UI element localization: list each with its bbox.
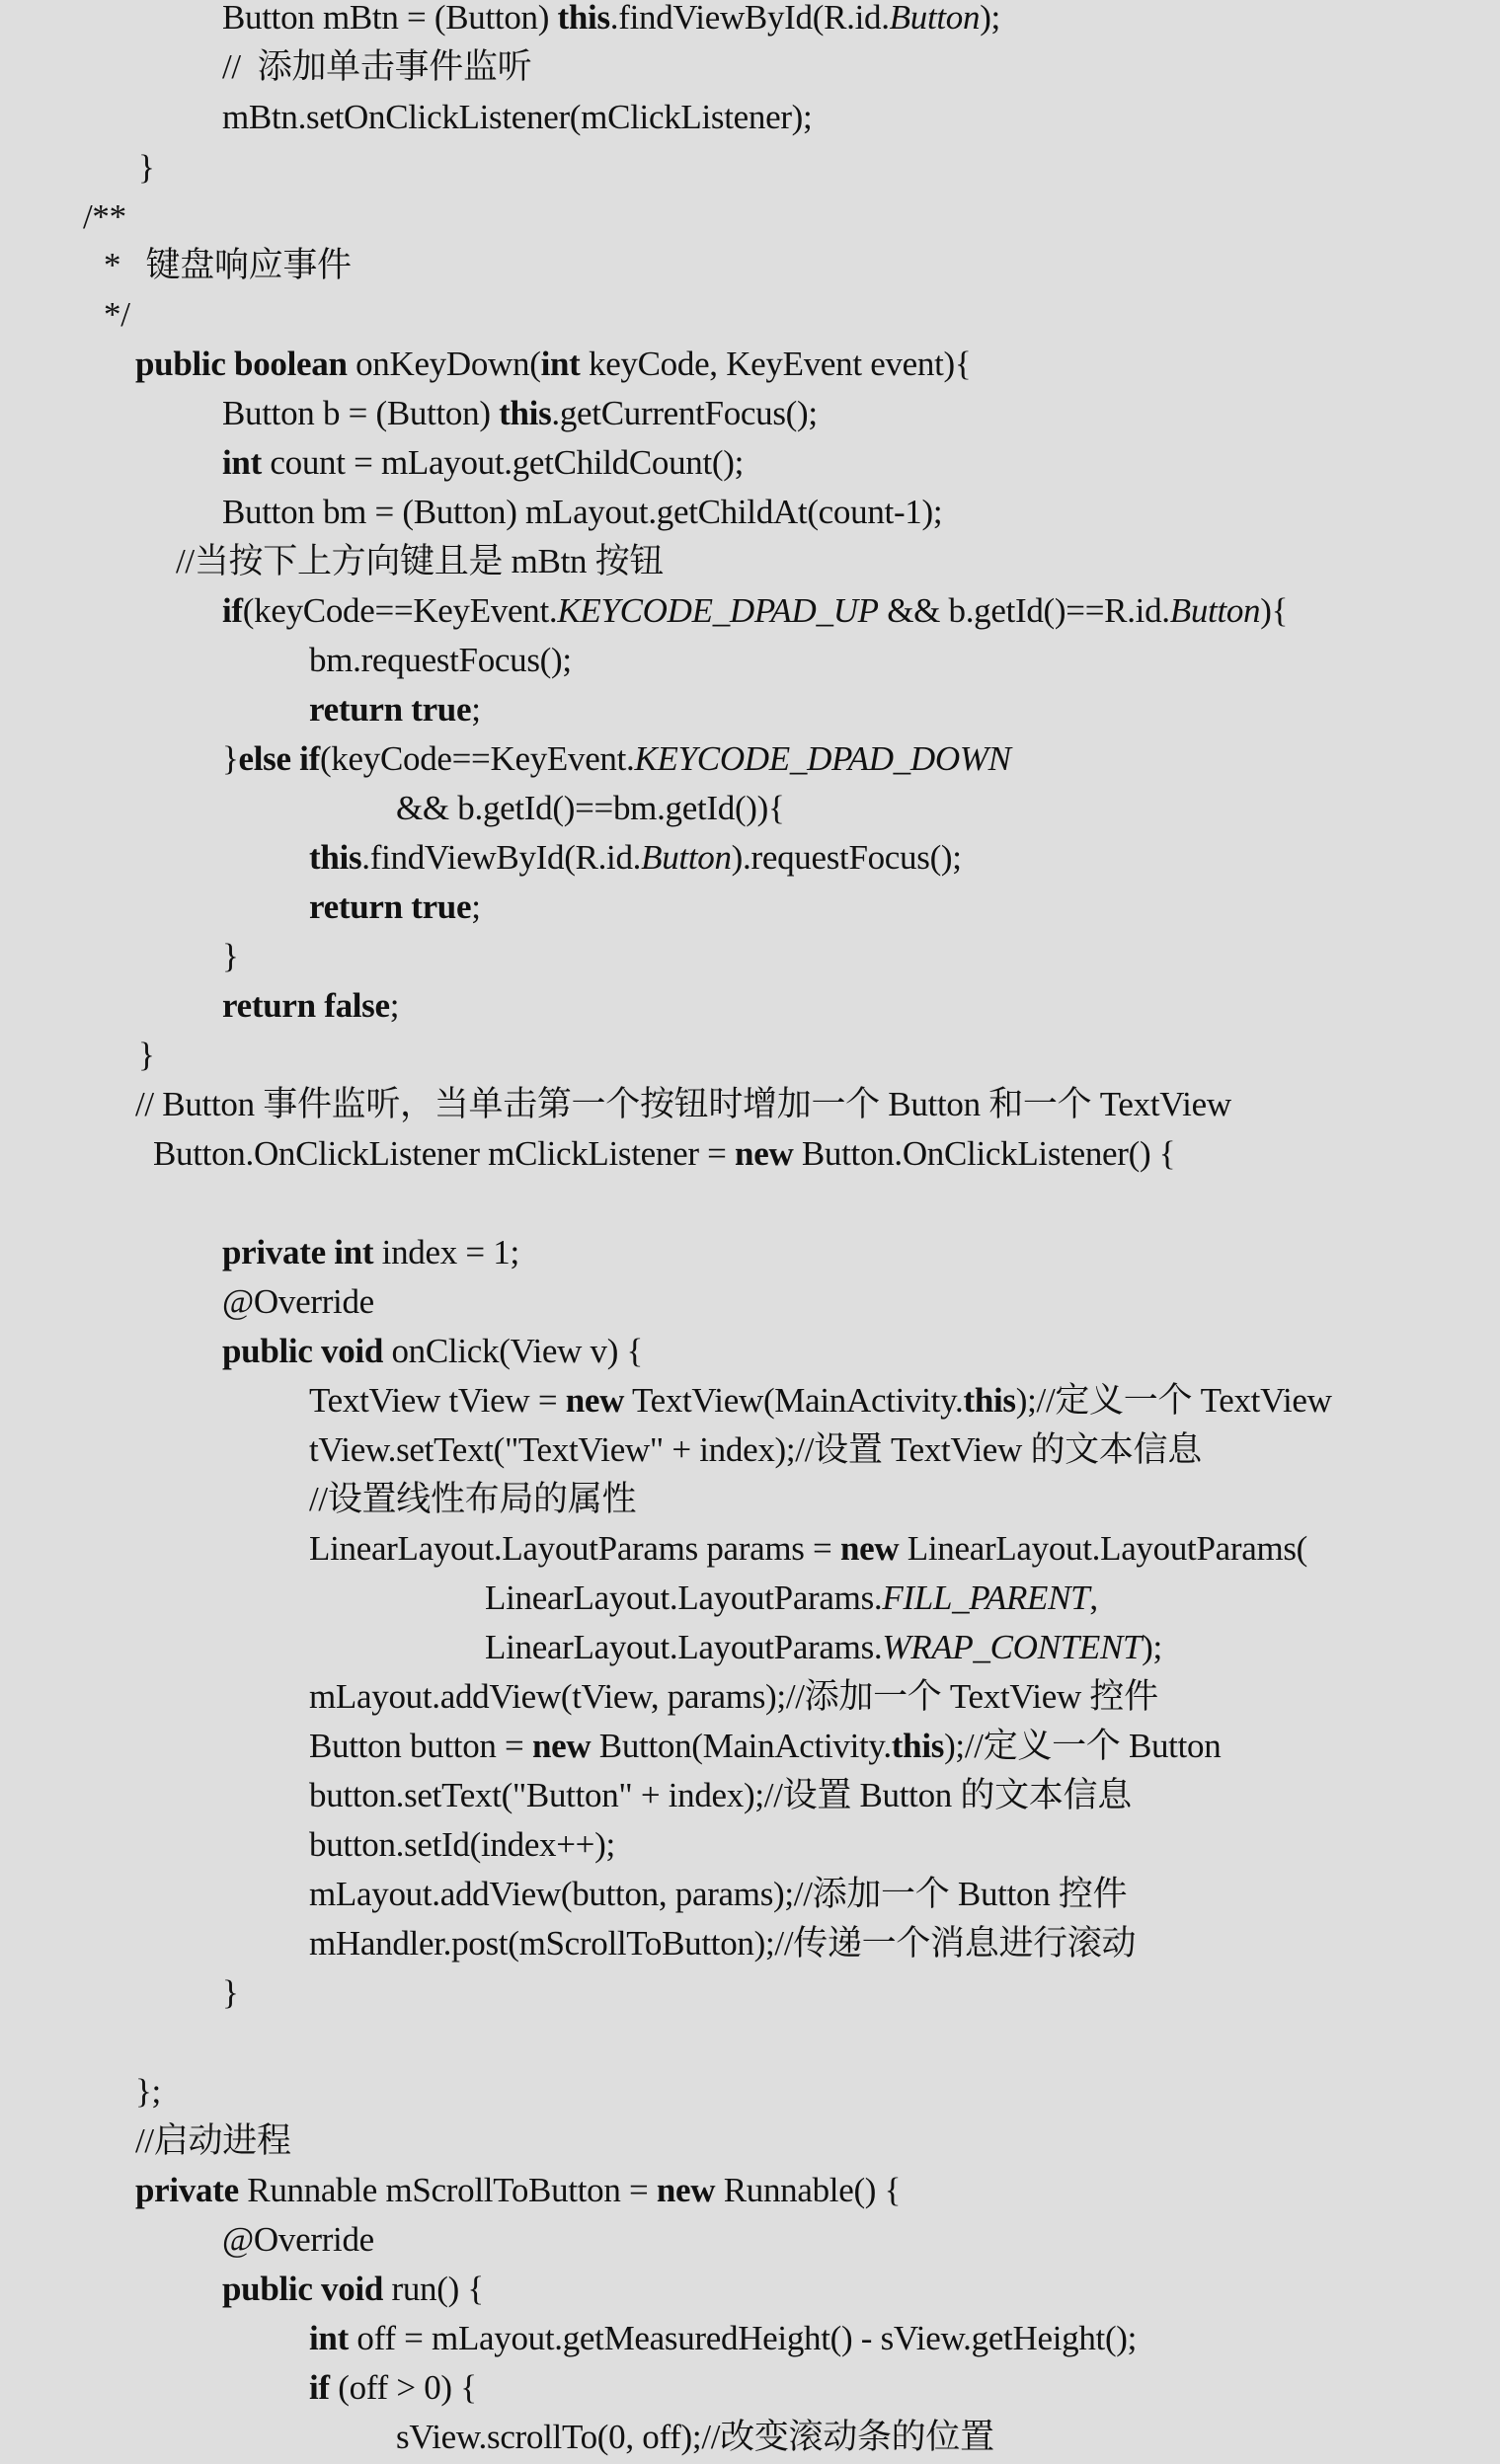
code-line (222, 2215, 374, 2265)
code-line (104, 241, 352, 290)
code-token: LinearLayout.LayoutParams. (485, 1578, 883, 1617)
code-line (222, 1968, 239, 2018)
code-token: onClick(View v) { (383, 1332, 644, 1370)
code-line (309, 833, 962, 883)
code-line (222, 42, 531, 92)
code-line (309, 1722, 1221, 1771)
code-token: } (138, 148, 155, 187)
code-line (222, 1327, 643, 1376)
code-line (309, 1475, 636, 1524)
code-token: tView.setText("TextView" + index);//设置 TextView 的文本信息 (309, 1430, 1202, 1469)
code-token: KEYCODE_DPAD_UP (557, 591, 879, 630)
code-token: TextView tView = (309, 1381, 566, 1420)
code-token: @Override (222, 2220, 374, 2259)
code-line (309, 685, 481, 734)
code-line (135, 2117, 291, 2166)
code-token: LinearLayout.LayoutParams params = (309, 1529, 840, 1568)
code-token: Runnable() { (715, 2171, 902, 2209)
code-token: if (309, 2368, 330, 2407)
code-token: //启动进程 (135, 2121, 291, 2160)
code-token: && b.getId()==R.id. (878, 591, 1170, 630)
code-line (309, 1820, 615, 1870)
code-token: .getCurrentFocus(); (551, 394, 818, 432)
code-token: Button(MainActivity. (591, 1727, 892, 1765)
code-token: ); (1142, 1628, 1162, 1666)
code-token: int (309, 2319, 349, 2357)
code-line (222, 0, 1000, 42)
code-line (485, 1574, 1098, 1623)
code-token: (keyCode==KeyEvent. (242, 591, 558, 630)
code-line (176, 537, 664, 586)
code-token: .findViewById(R.id. (609, 0, 890, 37)
code-token: );//定义一个 Button (944, 1727, 1222, 1765)
code-line (135, 1080, 1231, 1129)
code-token: mLayout.addView(button, params);//添加一个 Button 控件 (309, 1875, 1128, 1913)
code-token: LinearLayout.LayoutParams. (485, 1628, 883, 1666)
code-token: LinearLayout.LayoutParams( (899, 1529, 1308, 1568)
code-line (309, 1425, 1202, 1475)
code-token: new (839, 1529, 900, 1568)
code-line (309, 883, 481, 932)
code-token: index = 1; (373, 1233, 519, 1271)
code-token: } (138, 1036, 155, 1074)
code-token: this (499, 394, 552, 432)
code-token: this (557, 0, 610, 37)
code-token: } (222, 1973, 239, 2012)
code-token: count = mLayout.getChildCount(); (261, 443, 745, 482)
code-token: */ (104, 295, 130, 334)
code-line (222, 586, 1288, 636)
code-token: Button.OnClickListener() { (793, 1134, 1176, 1173)
code-line (138, 143, 155, 192)
code-line (222, 981, 399, 1031)
code-token: Button (1169, 591, 1261, 630)
code-line (222, 1277, 374, 1327)
code-line (309, 1870, 1127, 1919)
code-line (309, 1376, 1332, 1425)
code-token: && b.getId()==bm.getId()){ (396, 789, 785, 827)
code-token: TextView(MainActivity. (624, 1381, 964, 1420)
code-token: // Button 事件监听，当单击第一个按钮时增加一个 Button 和一个 TextView (135, 1085, 1231, 1123)
code-token: } (222, 739, 239, 778)
code-line (309, 1524, 1307, 1574)
code-token: * 键盘响应事件 (104, 246, 352, 284)
code-token: new (565, 1381, 625, 1420)
code-token: this (963, 1381, 1016, 1420)
code-token: new (735, 1134, 794, 1173)
code-token: );//定义一个 TextView (1015, 1381, 1332, 1420)
code-token: (keyCode==KeyEvent. (319, 739, 635, 778)
code-token: FILL_PARENT (882, 1578, 1090, 1617)
code-token: ){ (1260, 591, 1289, 630)
code-token: Button mBtn = (Button) (222, 0, 558, 37)
code-token: return false (222, 986, 390, 1025)
code-token: keyCode, KeyEvent event){ (580, 345, 972, 383)
code-line (309, 636, 572, 685)
code-token: /** (83, 197, 126, 236)
code-line (396, 2413, 994, 2462)
code-token: this (891, 1727, 945, 1765)
code-line (309, 2363, 477, 2413)
code-token: ; (471, 887, 481, 926)
code-token: Button b = (Button) (222, 394, 500, 432)
code-token: else if (238, 739, 320, 778)
code-token: Button.OnClickListener mClickListener = (153, 1134, 736, 1173)
code-line (396, 784, 785, 833)
code-token: } (222, 937, 239, 975)
code-token: @Override (222, 1282, 374, 1321)
code-line (138, 1031, 155, 1080)
code-line (135, 2166, 901, 2215)
code-token: if (222, 591, 243, 630)
code-line (222, 93, 812, 142)
code-token: onKeyDown( (347, 345, 541, 383)
code-token: off = mLayout.getMeasuredHeight() - sView.getHeight(); (348, 2319, 1138, 2357)
code-line (309, 2314, 1137, 2363)
code-line (222, 488, 942, 537)
code-line (222, 438, 744, 488)
code-token: new (656, 2171, 716, 2209)
code-token: Button (889, 0, 981, 37)
code-token: private (135, 2171, 239, 2209)
code-token: Button (641, 838, 732, 877)
code-line (222, 734, 1011, 784)
code-token: Button button = (309, 1727, 532, 1765)
code-token: // 添加单击事件监听 (222, 47, 532, 86)
code-token: this (309, 838, 362, 877)
code-token: public void (222, 1332, 384, 1370)
code-line (309, 1672, 1158, 1722)
code-line (485, 1623, 1162, 1672)
code-token: ; (471, 690, 481, 729)
code-token: //当按下上方向键且是 mBtn 按钮 (176, 542, 665, 580)
code-token: run() { (383, 2270, 484, 2308)
code-line (104, 290, 130, 340)
code-token: (off > 0) { (329, 2368, 477, 2407)
code-token: .findViewById(R.id. (361, 838, 642, 877)
code-token: ); (980, 0, 1000, 37)
code-token: new (531, 1727, 592, 1765)
code-line (222, 389, 818, 438)
code-token: private int (222, 1233, 374, 1271)
code-token: Runnable mScrollToButton = (238, 2171, 657, 2209)
code-token: KEYCODE_DPAD_DOWN (634, 739, 1011, 778)
code-line (222, 932, 239, 981)
code-token: public void (222, 2270, 384, 2308)
code-token: mLayout.addView(tView, params);//添加一个 TextView 控件 (309, 1677, 1158, 1716)
code-token: public boolean (135, 345, 348, 383)
code-line (222, 2265, 484, 2314)
code-token: int (540, 345, 581, 383)
code-line (222, 1228, 519, 1277)
code-token: ; (389, 986, 400, 1025)
code-token: , (1089, 1578, 1098, 1617)
code-line (309, 1919, 1136, 1968)
code-token: button.setId(index++); (309, 1825, 615, 1864)
code-token: mBtn.setOnClickListener(mClickListener); (222, 98, 813, 136)
code-token: mHandler.post(mScrollToButton);//传递一个消息进行滚动 (309, 1924, 1137, 1963)
code-line (135, 340, 971, 389)
code-token: bm.requestFocus(); (309, 641, 572, 679)
code-token: return true (309, 887, 472, 926)
code-token: WRAP_CONTENT (882, 1628, 1143, 1666)
code-line (153, 1129, 1175, 1179)
code-line (309, 1771, 1132, 1820)
code-token: }; (135, 2072, 161, 2111)
code-token: sView.scrollTo(0, off);//改变滚动条的位置 (396, 2418, 994, 2456)
code-token: ).requestFocus(); (731, 838, 962, 877)
code-line (135, 2067, 161, 2117)
code-token: Button bm = (Button) mLayout.getChildAt(count-1); (222, 493, 943, 531)
code-token: //设置线性布局的属性 (309, 1480, 637, 1518)
code-token: return true (309, 690, 472, 729)
code-token: int (222, 443, 262, 482)
code-line (83, 192, 126, 242)
code-token: button.setText("Button" + index);//设置 Button 的文本信息 (309, 1776, 1132, 1814)
